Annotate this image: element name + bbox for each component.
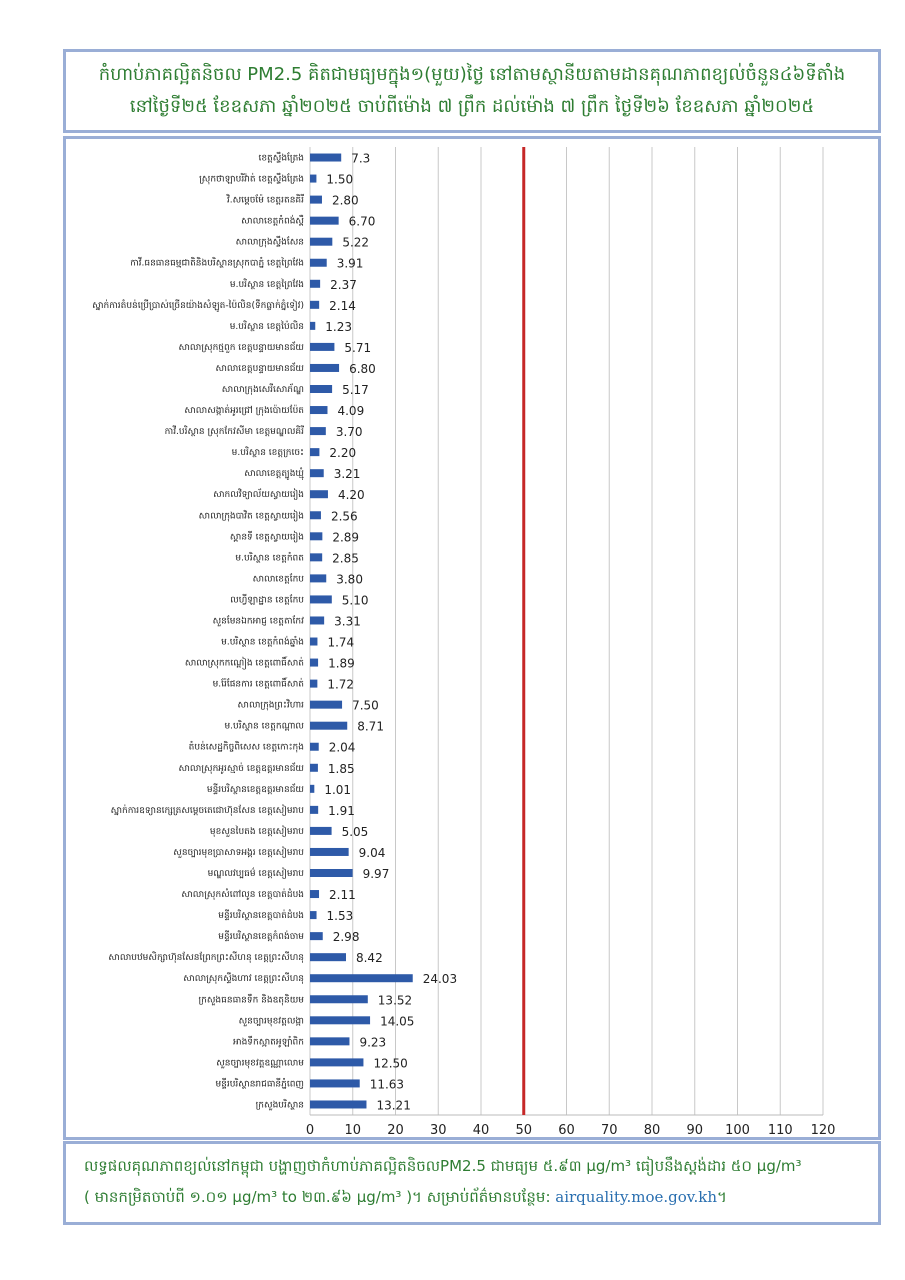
x-tick-label: 90 xyxy=(686,1123,704,1137)
category-label: មន្ទីរបរិស្ថានខេត្តកំពង់ចាម xyxy=(218,932,304,943)
data-label: 24.03 xyxy=(422,972,458,987)
data-label: 1.53 xyxy=(326,909,354,924)
x-tick-label: 20 xyxy=(387,1123,404,1137)
bar xyxy=(310,1079,360,1087)
bar xyxy=(310,890,319,898)
header-title-line-2: នៅថ្ងៃទី២៥ ខែឧសភា ឆ្នាំ២០២៥ ចាប់ពីម៉ោង ៧ ព្រឹក ដល់ម៉ោង ៧ ព្រឹក ថ្ងៃទី២៦ ខែឧសភា ឆ្នាំ២០២៥ xyxy=(129,96,815,117)
category-label: ស្នាក់ការតំបន់ប្រើប្រាស់ច្រើនយ៉ាងសំឡូត-ប៉ៃលិន(ទឹកធ្លាក់ភ្នំទៀវ) xyxy=(92,300,304,311)
category-label: សាលាស្រុកសំពៅលូន ខេត្តបាត់ដំបង xyxy=(181,890,304,901)
data-label: 2.56 xyxy=(330,509,358,524)
category-label: វិ.សម្តេចម៉ែ ខេត្តរតនគិរី xyxy=(226,195,304,206)
category-label: ម.បរិស្ថាន ខេត្តប៉ៃលិន xyxy=(229,321,304,332)
bar xyxy=(310,301,319,309)
x-tick-label: 40 xyxy=(472,1123,490,1137)
category-label: ម.បរិស្ថាន ខេត្តព្រៃវែង xyxy=(229,279,304,290)
data-label: 2.11 xyxy=(329,888,356,903)
bar xyxy=(310,490,328,498)
bar xyxy=(310,953,346,961)
category-label: ខេត្តស្ទឹងត្រែង xyxy=(258,153,304,164)
bar xyxy=(310,532,322,540)
category-label: ម.បរិស្ថាន ខេត្តកំពត xyxy=(235,553,304,564)
category-label: មន្ទីរបរិស្ថានរាជធានីភ្នំពេញ xyxy=(215,1079,304,1090)
footer-summary-line-2 xyxy=(84,1188,727,1210)
bar xyxy=(310,154,341,162)
bar xyxy=(310,322,315,330)
category-label: មណ្ឌលវប្បធម៌ ខេត្តសៀមរាប xyxy=(207,869,304,879)
data-label: 3.91 xyxy=(336,256,364,271)
data-label: 1.91 xyxy=(328,803,355,818)
data-label: 1.89 xyxy=(328,656,355,671)
bar xyxy=(310,511,321,519)
data-label: 8.42 xyxy=(355,951,383,966)
category-label: មន្ទីរបរិស្ថានខេត្តឧត្តរមានជ័យ xyxy=(206,784,304,795)
data-label: 5.17 xyxy=(342,383,369,397)
data-label: 3.31 xyxy=(334,614,361,629)
header-title-line-1: កំហាប់ភាគល្អិតនិចល PM2.5 គិតជាមធ្យមក្នុង១(មួយ)ថ្ងៃ នៅតាមស្ថានីយតាមដានគុណភាពខ្យល់ចំនួន៤៦ទីតាំង xyxy=(98,64,846,85)
category-label: លហ្វីឡាដ្ឋាន ខេត្តកែប xyxy=(230,595,304,606)
bar xyxy=(310,196,322,204)
category-label: សាលាបឋមសិក្សាហ៊ុនសែនព្រែកព្រះសីហនុ ខេត្តព្រះសីហនុ xyxy=(108,953,304,964)
category-label: សួនច្បារមុខវត្តលង្កា xyxy=(238,1016,304,1027)
x-tick-label: 50 xyxy=(515,1123,533,1137)
x-tick-label: 100 xyxy=(725,1123,750,1137)
bar xyxy=(310,427,326,435)
bar xyxy=(310,974,413,982)
bar xyxy=(310,764,318,772)
bar xyxy=(310,595,332,603)
footer-range-text: ( មានកម្រិតចាប់ពី ១.០១ µg/m³ to ២៣.៩៦ µg/m³ )។ សម្រាប់ព័ត៌មានបន្ថែម: xyxy=(84,1188,556,1206)
bar xyxy=(310,175,316,183)
data-label: 2.37 xyxy=(330,277,357,292)
category-label: ម.បរិស្ថាន ខេត្តកំពង់ឆ្នាំង xyxy=(221,637,304,648)
category-label: សាលាស្រុកថ្មពួក ខេត្តបន្ទាយមានជ័យ xyxy=(178,342,304,353)
data-label: 14.05 xyxy=(380,1014,415,1029)
data-label: 6.80 xyxy=(349,361,376,376)
bar xyxy=(310,1037,349,1045)
data-label: 9.97 xyxy=(362,867,390,881)
bar xyxy=(310,848,349,856)
category-label: អាងទឹកស្អាតអូឡាំពិក xyxy=(233,1037,304,1048)
x-tick-label: 10 xyxy=(344,1123,362,1137)
data-label: 1.85 xyxy=(327,761,355,776)
data-label: 6.70 xyxy=(348,214,376,229)
chart-panel xyxy=(63,136,881,1140)
bar xyxy=(310,364,339,372)
category-label: សួនច្បារមុខប្រាសាទអង្គរ ខេត្តសៀមរាប xyxy=(173,847,304,858)
category-label: សាលាខេត្តបន្ទាយមានជ័យ xyxy=(215,363,304,374)
data-label: 5.22 xyxy=(342,235,370,250)
category-label: មុខសួនបៃតង ខេត្តសៀមរាប xyxy=(209,826,304,837)
data-label: 4.20 xyxy=(337,488,365,503)
data-label: 4.09 xyxy=(337,404,365,419)
data-label: 2.85 xyxy=(332,551,359,566)
data-label: 1.74 xyxy=(327,635,355,650)
x-tick-label: 30 xyxy=(429,1123,447,1137)
category-label: ម.បរិស្ថាន ខេត្តកណ្តាល xyxy=(224,721,304,732)
category-label: ស្នាក់ការឧទ្យានក្សេត្រសម្តេចតេជោហ៊ុនសែន ខេត្តសៀមរាប xyxy=(110,805,304,816)
category-label: ក្រសួងបរិស្ថាន xyxy=(255,1100,304,1111)
data-label: 7.50 xyxy=(352,698,379,713)
bar xyxy=(310,1058,363,1066)
x-tick-label: 70 xyxy=(600,1123,618,1137)
data-label: 3.80 xyxy=(336,572,363,587)
data-label: 3.70 xyxy=(335,425,363,440)
bar xyxy=(310,806,318,814)
bar xyxy=(310,680,317,688)
bar xyxy=(310,385,332,393)
data-label: 2.20 xyxy=(329,446,357,461)
bar xyxy=(310,406,327,414)
category-label: សាលាក្រុងសេរីសោភ័ណ្ឌ xyxy=(221,385,304,395)
bar xyxy=(310,743,319,751)
footer-panel xyxy=(63,1141,881,1225)
bar xyxy=(310,553,322,561)
bar xyxy=(310,869,353,877)
data-label: 13.52 xyxy=(377,993,413,1008)
data-label: 5.71 xyxy=(344,340,372,355)
category-label: សាលាខេត្តត្បូងឃ្មុំ xyxy=(244,469,304,480)
category-label: សាលាក្រុងព្រះវិហារ xyxy=(237,700,304,711)
category-label: សាលាខេត្តកំពង់ស្ពឺ xyxy=(241,216,304,227)
bar xyxy=(310,343,334,351)
category-label: សាកលវិទ្យាល័យស្វាយរៀង xyxy=(213,490,304,501)
x-tick-label: 60 xyxy=(558,1123,575,1137)
bar xyxy=(310,280,320,288)
data-label: 2.80 xyxy=(331,193,359,208)
data-label: 12.50 xyxy=(373,1056,408,1071)
data-label: 1.23 xyxy=(325,319,352,334)
category-label: សាលាខេត្តកែប xyxy=(252,574,304,585)
bar xyxy=(310,827,332,835)
data-label: 1.72 xyxy=(327,677,355,692)
x-tick-label: 0 xyxy=(305,1123,315,1137)
footer-end-mark: ។ xyxy=(717,1188,727,1206)
data-label: 1.50 xyxy=(326,172,354,187)
category-label: សាលាស្រុកអូរស្មាច់ ខេត្តឧត្តរមានជ័យ xyxy=(178,763,304,774)
bar xyxy=(310,574,326,582)
bar xyxy=(310,785,314,793)
category-label: ម.បរិស្ថាន ខេត្តក្រចេះ xyxy=(231,448,304,459)
bar xyxy=(310,1016,370,1024)
category-label: សាលាស្រុកកណ្តៀង ខេត្តពោធិ៍សាត់ xyxy=(184,658,304,669)
bar xyxy=(310,701,342,709)
category-label: ក្រសួងធនធានទឹក និងឧតុនិយម xyxy=(198,995,304,1006)
category-label: កាវី.ធនធានធម្មជាតិនិងបរិស្ថានស្រុកបាភ្នំ ខេត្តព្រៃវែង xyxy=(130,258,304,269)
data-label: 13.21 xyxy=(376,1098,411,1113)
bar xyxy=(310,1100,366,1108)
category-label: ស្រុកថាឡាបរិវ៉ាត់ ខេត្តស្ទឹងត្រែង xyxy=(199,174,304,185)
website-link[interactable]: airquality.moe.gov.kh xyxy=(555,1188,717,1206)
data-label: 3.21 xyxy=(333,467,361,482)
x-tick-label: 110 xyxy=(767,1123,793,1137)
bar xyxy=(310,911,317,919)
bar xyxy=(310,638,317,646)
header-panel xyxy=(63,49,881,133)
bar xyxy=(310,932,323,940)
bar xyxy=(310,259,327,267)
category-label: កាវី.បរិស្ថាន ស្រុកកែវសីមា ខេត្តមណ្ឌលគិរី xyxy=(164,427,304,438)
bar xyxy=(310,238,332,246)
bar xyxy=(310,616,324,624)
category-label: ម.រ៉ែផែនការ ខេត្តពោធិ៍សាត់ xyxy=(212,679,304,690)
category-label: ស្ពានទី ខេត្តស្វាយរៀង xyxy=(229,532,304,543)
category-label: សួនច្បារមុខវត្តឧណ្ណាលោម xyxy=(216,1058,304,1069)
bar xyxy=(310,722,347,730)
data-label: 2.04 xyxy=(328,740,356,755)
data-label: 1.01 xyxy=(324,782,352,797)
bar xyxy=(310,217,339,225)
category-label: សាលាស្រុកស្ទឹងហាវ ខេត្តព្រះសីហនុ xyxy=(183,974,304,985)
bar xyxy=(310,659,318,667)
bar xyxy=(310,469,324,477)
category-label: តំបន់សេដ្ឋកិច្ចពិសេស ខេត្តកោះកុង xyxy=(188,742,304,753)
category-label: សាលាសង្កាត់អូរជ្រៅ ក្រុងប៉ោយប៉ែត xyxy=(184,406,304,417)
data-label: 9.04 xyxy=(358,845,386,860)
bar xyxy=(310,448,319,456)
category-label: សួនមែនឯកអាជ្ញ ខេត្តតាកែវ xyxy=(212,616,304,627)
data-label: 2.14 xyxy=(329,298,356,313)
data-label: 2.89 xyxy=(332,530,360,545)
x-tick-label: 120 xyxy=(810,1123,836,1137)
data-label: 11.63 xyxy=(369,1077,405,1092)
category-label: សាលាក្រុងស្ទឹងសែន xyxy=(235,237,304,248)
footer-summary-line-1: លទ្ធផលគុណភាពខ្យល់នៅកម្ពុជា បង្ហាញថាកំហាប់ភាគល្អិតនិចលPM2.5 ជាមធ្យម ៥.៩៣ µg/m³ ធៀបនឹងស្តង់ដារ ៥០ µg/m³ xyxy=(84,1157,802,1175)
bar xyxy=(310,995,368,1003)
data-label: 5.05 xyxy=(341,824,369,839)
bar-chart xyxy=(66,139,878,1137)
data-label: 7.3 xyxy=(351,151,371,166)
category-label: សាលាក្រុងបាវិត ខេត្តស្វាយរៀង xyxy=(198,511,304,522)
x-tick-label: 80 xyxy=(643,1123,661,1137)
data-label: 9.23 xyxy=(359,1035,387,1050)
category-label: មន្ទីរបរិស្ថានខេត្តបាត់ដំបង xyxy=(218,911,304,922)
data-label: 2.98 xyxy=(332,930,360,945)
data-label: 5.10 xyxy=(341,593,369,608)
data-label: 8.71 xyxy=(357,719,384,734)
